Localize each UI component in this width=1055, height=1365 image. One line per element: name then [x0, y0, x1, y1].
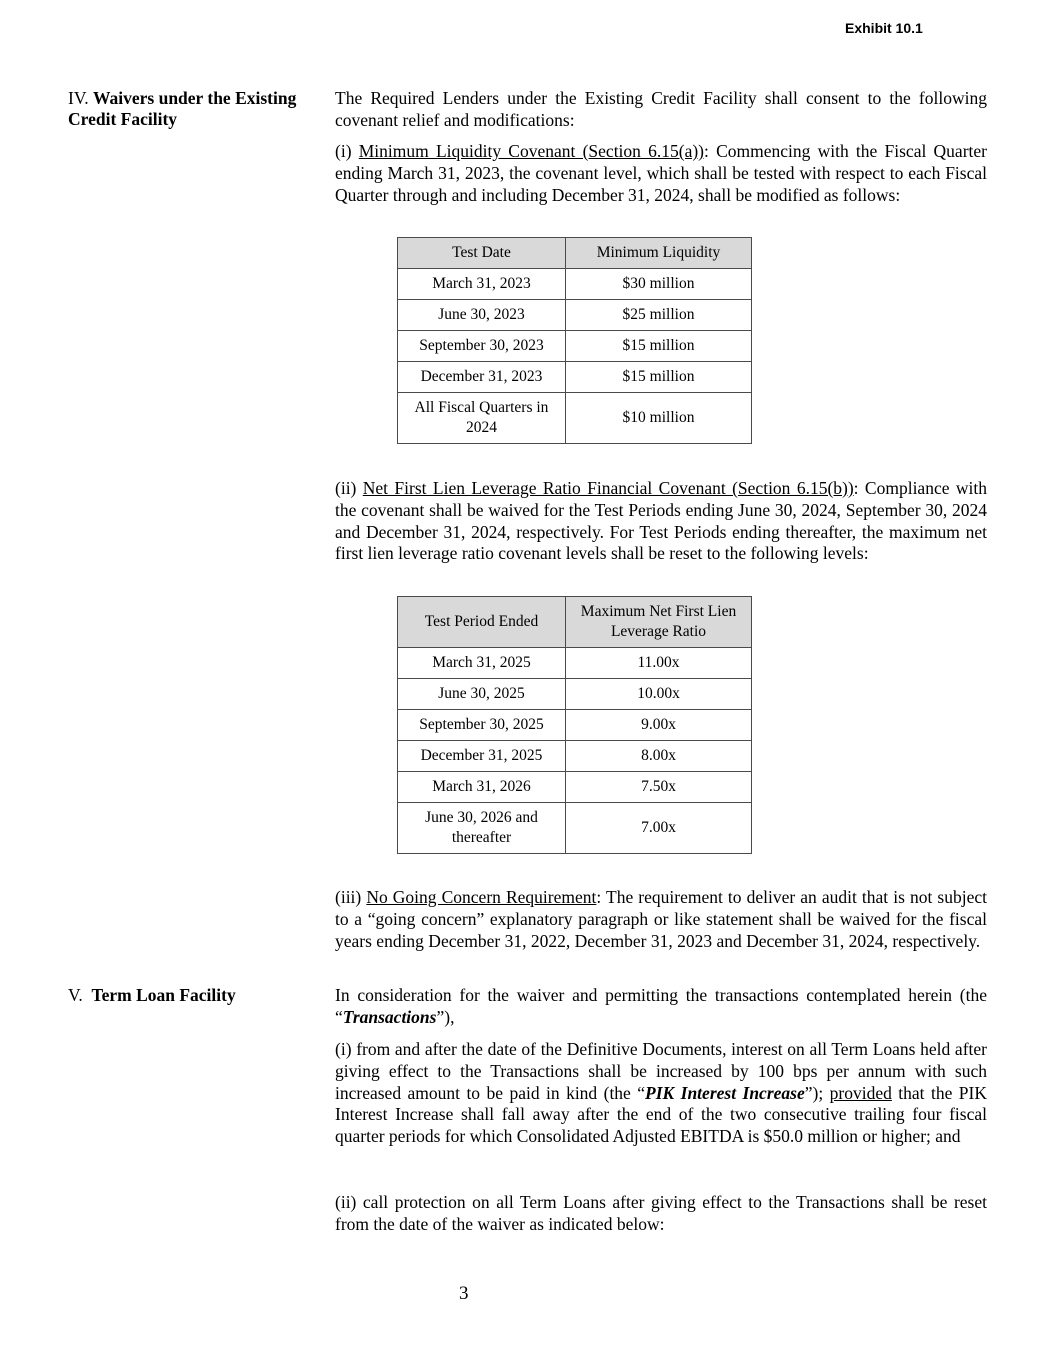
provided-term: provided [829, 1082, 892, 1103]
table-cell: 9.00x [566, 710, 752, 741]
item-ii-prefix: (ii) [335, 478, 363, 498]
table-cell: 7.00x [566, 803, 752, 854]
table-cell: December 31, 2023 [398, 362, 566, 393]
table-row [398, 741, 752, 772]
table-cell: $15 million [566, 331, 752, 362]
page-number: 3 [459, 1283, 469, 1304]
table-cell: September 30, 2023 [398, 331, 566, 362]
table-cell: September 30, 2025 [398, 710, 566, 741]
section-v-number: V. [68, 985, 83, 1005]
section-iv-intro: The Required Lenders under the Existing Credit Facility shall consent to the following covenant relief and modifications: [335, 88, 987, 130]
table-row [398, 331, 752, 362]
item-iii-prefix: (iii) [335, 887, 367, 907]
minimum-liquidity-paragraph [335, 141, 987, 206]
table-cell: $25 million [566, 300, 752, 331]
table-row [398, 393, 752, 444]
section-v-intro-text: In consideration for the waiver and permitting the transactions contemplated herein (the “ [335, 985, 987, 1027]
pik-text-b: ”); [804, 1082, 830, 1103]
table-row [398, 772, 752, 803]
section-v-title: Term Loan Facility [91, 985, 236, 1005]
table1-header-minimum-liquidity: Minimum Liquidity [566, 238, 752, 269]
table-row [398, 300, 752, 331]
table-cell: 11.00x [566, 648, 752, 679]
exhibit-label: Exhibit 10.1 [845, 20, 923, 36]
section-v-intro [335, 985, 987, 1029]
minimum-liquidity-table [397, 237, 752, 444]
pik-text-c: that the PIK Interest Increase shall fall away after the end of the two consecutive trailing four fiscal quarter periods for which Consolidated Adjusted EBITDA is $50.0 million or higher; and [335, 1082, 987, 1147]
table-row [398, 679, 752, 710]
table2-header-max-leverage: Maximum Net First Lien Leverage Ratio [566, 597, 752, 648]
minimum-liquidity-covenant-title: Minimum Liquidity Covenant (Section 6.15(a)) [358, 141, 705, 161]
table2-header-test-period: Test Period Ended [398, 597, 566, 648]
section-iv-number: IV. [68, 88, 89, 108]
pik-interest-paragraph [335, 1039, 987, 1148]
table-cell: March 31, 2025 [398, 648, 566, 679]
table-row [398, 803, 752, 854]
table-cell: March 31, 2023 [398, 269, 566, 300]
item-i-prefix: (i) [335, 141, 359, 161]
section-iv-heading [68, 88, 330, 130]
table-row [398, 710, 752, 741]
table-cell: June 30, 2025 [398, 679, 566, 710]
minimum-liquidity-text: : Commencing with the Fiscal Quarter ending March 31, 2023, the covenant level, which shall be tested with respect to each Fiscal Quarter through and including December 31, 2024, shall be modified as follows: [335, 141, 987, 205]
transactions-term: Transactions [342, 1006, 437, 1027]
table-row [398, 362, 752, 393]
going-concern-title: No Going Concern Requirement [366, 887, 597, 907]
leverage-ratio-table [397, 596, 752, 854]
table-cell: $15 million [566, 362, 752, 393]
table-cell: 10.00x [566, 679, 752, 710]
section-v-intro-end: ”), [436, 1006, 455, 1027]
call-protection-paragraph: (ii) call protection on all Term Loans after giving effect to the Transactions shall be reset from the date of the waiver as indicated below: [335, 1192, 987, 1234]
table-cell: June 30, 2023 [398, 300, 566, 331]
leverage-ratio-covenant-title: Net First Lien Leverage Ratio Financial Covenant (Section 6.15(b)) [362, 478, 854, 498]
table-cell: March 31, 2026 [398, 772, 566, 803]
section-iv-title-line1: Waivers under the Existing [92, 88, 297, 108]
table-cell: All Fiscal Quarters in 2024 [398, 393, 566, 444]
leverage-ratio-text: : Compliance with the covenant shall be waived for the Test Periods ending June 30, 2024, September 30, 2024 and December 31, 2024, respectively. For Test Periods ending thereafter, the maximum net first lien leverage ratio covenant levels shall be reset to the following levels: [335, 478, 987, 564]
table-cell: $30 million [566, 269, 752, 300]
table-row [398, 269, 752, 300]
table-cell: June 30, 2026 and thereafter [398, 803, 566, 854]
section-v-heading [68, 985, 330, 1006]
table-cell: 7.50x [566, 772, 752, 803]
going-concern-paragraph [335, 887, 987, 952]
leverage-ratio-paragraph [335, 478, 987, 565]
pik-interest-term: PIK Interest Increase [645, 1082, 805, 1103]
section-iv-title-line2: Credit Facility [68, 109, 178, 129]
table1-header-test-date: Test Date [398, 238, 566, 269]
table-cell: December 31, 2025 [398, 741, 566, 772]
table-row [398, 648, 752, 679]
going-concern-text: : The requirement to deliver an audit that is not subject to a “going concern” explanatory paragraph or like statement shall be waived for the fiscal years ending December 31, 2022, December 31, 2023 and December 31, 2024, respectively. [335, 887, 987, 951]
table-cell: $10 million [566, 393, 752, 444]
table-cell: 8.00x [566, 741, 752, 772]
pik-text-a: (i) from and after the date of the Definitive Documents, interest on all Term Loans held after giving effect to the Transactions shall be increased by 100 bps per annum with such increased amount to be paid in kind (the “ [335, 1039, 987, 1103]
